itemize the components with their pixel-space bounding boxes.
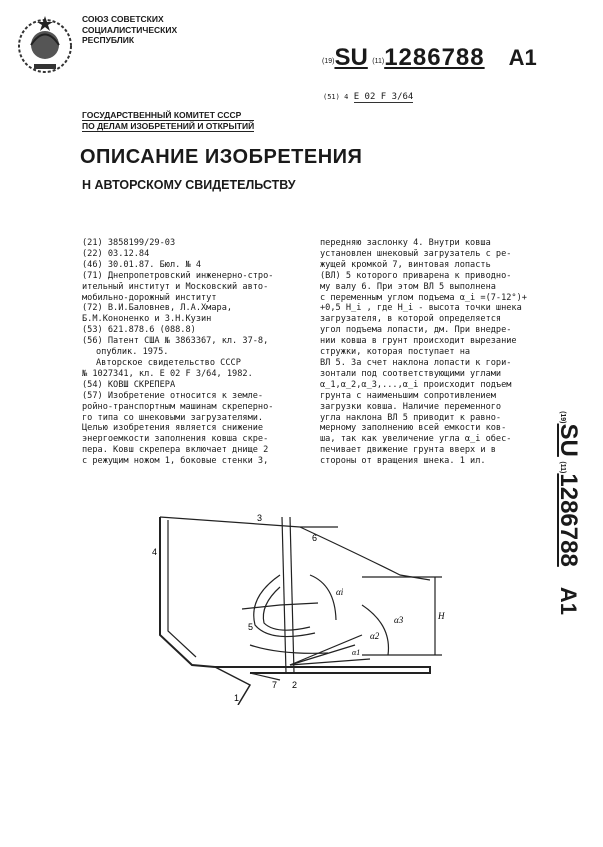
label-alpha-i: αi (336, 587, 344, 597)
text-line: +0,5 H_i , где H_i - высота точки шнека (320, 303, 522, 314)
text-line: (72) В.И.Баловнев, Л.А.Хмара, (82, 303, 233, 314)
label-alpha-3: α3 (394, 615, 404, 625)
label-1: 1 (234, 693, 240, 703)
text-line: энергоемкости заполнения ковша скре- (82, 434, 269, 445)
government-committee (82, 110, 254, 132)
text-line: ша, так как увеличение угла α_i обес- (320, 434, 512, 445)
kind-code: A1 (508, 45, 537, 70)
text-line: угла наклона ВЛ 5 приводит к равно- (320, 412, 502, 423)
ipc-code: E 02 F 3/64 (353, 92, 414, 102)
text-line: (21) 3858199/29-03 (82, 238, 176, 248)
text-line: с переменным углом подъема α_i =(7-12°)+ (320, 292, 527, 303)
committee-line: ГОСУДАРСТВЕННЫЙ КОМИТЕТ СССР (82, 110, 254, 121)
label-6: 6 (312, 533, 318, 543)
patent-number: 1286788 (555, 473, 582, 567)
patent-number: 1286788 (384, 44, 485, 71)
scraper-bowl-diagram (130, 505, 450, 705)
text-line: пера. Ковш скрепера включает днище 2 (82, 445, 269, 456)
text-line: № 1027341, кл. Е 02 F 3/64, 1982. (82, 368, 253, 379)
label-height: H (438, 611, 445, 621)
text-line: (46) 30.01.87. Бюл. № 4 (82, 259, 201, 270)
committee-line: ПО ДЕЛАМ ИЗОБРЕТЕНИЙ И ОТКРЫТИЙ (82, 121, 255, 131)
document-title: ОПИСАНИЕ ИЗОБРЕТЕНИЯ (80, 146, 363, 168)
inid-code-11: (11) (372, 58, 385, 65)
text-line: грунта с наименьшим сопротивлением (320, 390, 496, 401)
text-line: стружки, которая поступает на (320, 347, 471, 358)
shaft-line (290, 517, 294, 673)
side-wall-top (160, 517, 338, 527)
side-publication-number (538, 348, 598, 678)
text-line: α_1,α_2,α_3,...,α_i происходит подъем (320, 379, 512, 390)
angle-arc (310, 575, 336, 620)
front-apron-inner (168, 520, 196, 657)
cutting-knife (215, 667, 250, 705)
text-line: с режущим ножом 1, боковые стенки 3, (82, 456, 269, 467)
auger-plane (242, 603, 318, 609)
text-line: жущей кромкой 7, винтовая лопасть (320, 259, 491, 270)
inid-code-11: (11) (559, 461, 566, 474)
inid-code-51: (51) 4 (323, 93, 349, 101)
text-line: зонтали под соответствующими углами (320, 368, 502, 379)
text-line: опублик. 1975. (96, 347, 169, 358)
side-wall-curve (300, 527, 430, 580)
text-line: стороны от вращения шнека. 1 ил. (320, 456, 486, 467)
inid-code-19: (19) (322, 58, 335, 65)
org-line: РЕСПУБЛИК (82, 35, 135, 45)
auger-edge (250, 645, 328, 653)
text-line: угол подъема лопасти, дм. При внедре- (320, 325, 512, 336)
bowl-bottom (215, 667, 430, 673)
text-line: му валу 6. При этом ВЛ 5 выполнена (320, 281, 496, 292)
label-alpha-1: α1 (352, 648, 361, 657)
org-line: СОЦИАЛИСТИЧЕСКИХ (82, 24, 178, 35)
text-line: Целью изобретения является снижение (82, 423, 264, 434)
ussr-emblem-icon (14, 12, 76, 78)
abstract-column (320, 238, 555, 467)
auger-blade-inner (263, 587, 310, 630)
text-line: (ВЛ) 5 которого приварена к приводно- (320, 270, 512, 281)
label-3: 3 (257, 513, 263, 523)
document-subtitle: Н АВТОРСКОМУ СВИДЕТЕЛЬСТВУ (82, 178, 296, 192)
label-7: 7 (272, 680, 278, 690)
text-line: печивает движение грунта вверх и в (320, 445, 496, 456)
text-line: (71) Днепропетровский инженерно-стро- (82, 270, 274, 281)
text-line: установлен шнековый загрузатель с ре- (320, 248, 512, 259)
kind-code: A1 (556, 586, 581, 615)
label-alpha-2: α2 (370, 631, 380, 641)
publication-number (322, 44, 537, 72)
text-line: го типа со шнековыми загрузателями. (82, 412, 264, 423)
label-2: 2 (292, 680, 298, 690)
issuing-state (82, 14, 177, 46)
text-line: (22) 03.12.84 (82, 248, 150, 259)
angle-arc (362, 605, 388, 655)
text-line: мерному заполнению всей емкости ков- (320, 423, 507, 434)
org-line: СОЮЗ СОВЕТСКИХ (82, 14, 164, 24)
country-code: SU (334, 44, 368, 71)
text-line: нии ковша в грунт происходит вырезание (320, 336, 517, 347)
technical-drawing (130, 505, 450, 705)
text-line: (56) Патент США № 3863367, кл. 37-8, (82, 336, 269, 347)
text-line: загрузки ковша. Наличие переменного (320, 401, 502, 412)
text-line: ВЛ 5. За счет наклона лопасти к гори- (320, 357, 512, 368)
text-line: загрузателя, в которой определяется (320, 314, 502, 325)
text-line: ительный институт и Московский авто- (82, 281, 269, 292)
text-line: (54) КОВШ СКРЕПЕРА (82, 379, 176, 390)
text-line: (57) Изобретение относится к земле- (82, 390, 264, 401)
text-line: Авторское свидетельство СССР (96, 357, 241, 368)
text-line: мобильно-дорожный институт (82, 292, 217, 303)
text-line: ройно-транспортным машинам скреперно- (82, 401, 274, 412)
shaft-line (282, 517, 286, 673)
inid-code-19: (19) (559, 411, 566, 424)
bibliographic-column (82, 238, 307, 467)
ipc-classification (323, 92, 413, 102)
country-code: SU (555, 423, 582, 457)
text-line: Б.М.Кононенко и З.Н.Кузин (82, 314, 212, 325)
label-4: 4 (152, 547, 158, 557)
text-line: (53) 621.878.6 (088.8) (82, 325, 196, 336)
text-line: передняю заслонку 4. Внутри ковша (320, 238, 491, 248)
knife-edge (250, 673, 280, 680)
label-5: 5 (248, 622, 254, 632)
